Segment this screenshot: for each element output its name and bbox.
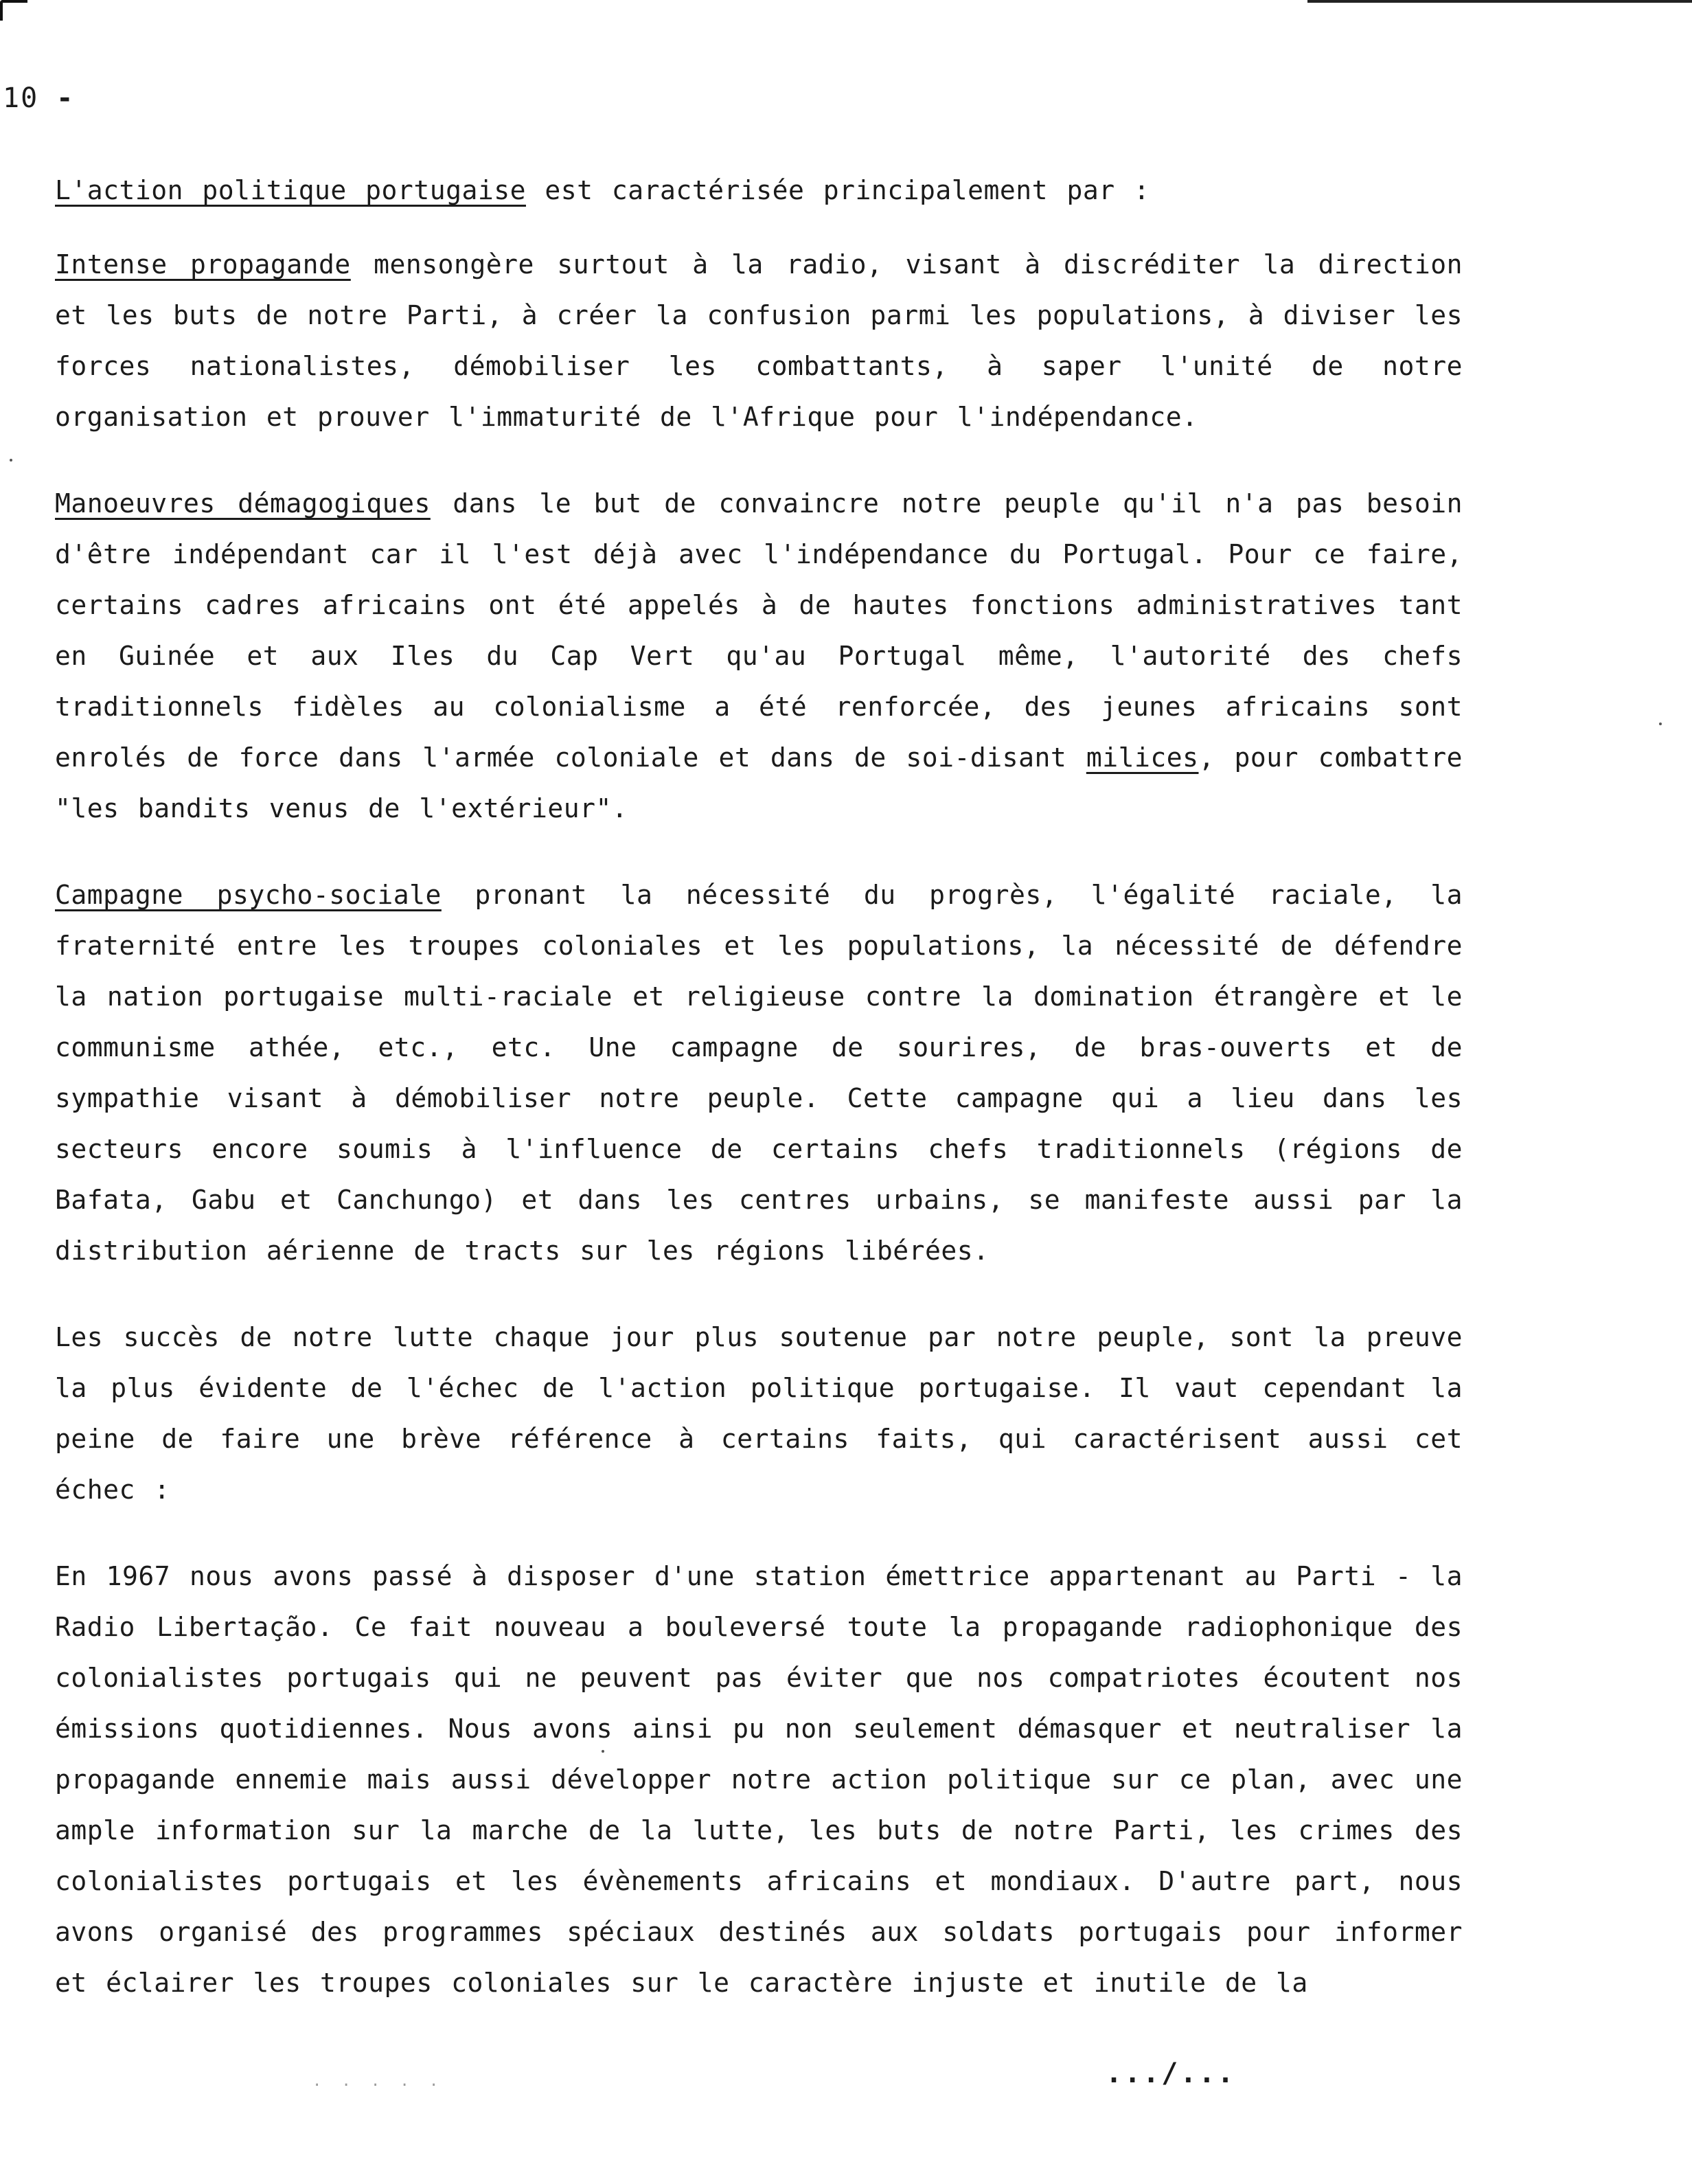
inline-underlined-milices: milices bbox=[1086, 742, 1199, 773]
page-number-dash: - bbox=[56, 82, 75, 114]
scan-artifact-dots: · · · · · bbox=[312, 2077, 444, 2094]
paragraph-heading: Manoeuvres démagogiques bbox=[55, 488, 431, 519]
page-number-value: 10 bbox=[3, 82, 39, 114]
paragraph-propagande bbox=[55, 239, 1463, 442]
paragraph-campagne bbox=[55, 869, 1463, 1276]
intro-paragraph bbox=[55, 165, 1463, 216]
scan-speck bbox=[10, 459, 12, 462]
paragraph-text-after: , pour combattre "les bandits venus de l'extérieur". bbox=[55, 742, 1463, 823]
body-text bbox=[55, 165, 1463, 2044]
paragraph-succes bbox=[55, 1312, 1463, 1515]
paragraph-text: pronant la nécessité du progrès, l'égalité raciale, la fraternité entre les troupes coloniales et les populations, la nécessité de défendre la nation portugaise multi-raciale et religieuse contre la domination étrangère et le communisme athée, etc., etc. Une campagne de sourires, de bras-ouverts et de sympathie visant à démobiliser notre peuple. Cette campagne qui a lieu dans les secteurs encore soumis à l'influence de certains chefs traditionnels (régions de Bafata, Gabu et Canchungo) et dans les centres urbains, se manifeste aussi par la distribution aérienne de tracts sur les régions libérées. bbox=[55, 880, 1463, 1266]
crop-mark-top-right bbox=[1307, 0, 1692, 3]
intro-rest: est caractérisée principalement par : bbox=[525, 175, 1150, 205]
scan-speck bbox=[1659, 723, 1662, 725]
continuation-mark: .../... bbox=[1106, 2058, 1236, 2089]
intro-underlined: L'action politique portugaise bbox=[55, 175, 526, 205]
crop-mark-top-left bbox=[0, 0, 27, 21]
scan-speck bbox=[602, 1750, 604, 1753]
paragraph-radio bbox=[55, 1551, 1463, 2008]
paragraph-text: mensongère surtout à la radio, visant à discréditer la direction et les buts de notre Parti, à créer la confusion parmi les populations, à diviser les forces nationalistes, démobiliser les combattants, à saper l'unité de notre organisation et prouver l'immaturité de l'Afrique pour l'indépendance. bbox=[55, 249, 1463, 432]
paragraph-text: dans le but de convaincre notre peuple qu'il n'a pas besoin d'être indépendant car il l'est déjà avec l'indépendance du Portugal. Pour ce faire, certains cadres africains ont été appelés à de hautes fonctions administratives tant en Guinée et aux Iles du Cap Vert qu'au Portugal même, l'autorité des chefs traditionnels fidèles au colonialisme a été renforcée, des jeunes africains sont enrolés de force dans l'armée coloniale et dans de soi-disant bbox=[55, 488, 1463, 773]
paragraph-manoeuvres bbox=[55, 478, 1463, 834]
paragraph-heading: Intense propagande bbox=[55, 249, 351, 280]
paragraph-text: Les succès de notre lutte chaque jour plus soutenue par notre peuple, sont la preuve la plus évidente de l'échec de l'action politique portugaise. Il vaut cependant la peine de faire une brève référence à certains faits, qui caractérisent aussi cet échec : bbox=[55, 1322, 1463, 1505]
page-number bbox=[3, 82, 74, 114]
paragraph-heading: Campagne psycho-sociale bbox=[55, 880, 442, 910]
paragraph-text: En 1967 nous avons passé à disposer d'une station émettrice appartenant au Parti - la Radio Libertação. Ce fait nouveau a bouleversé toute la propagande radiophonique des colonialistes portugais qui ne peuvent pas éviter que nos compatriotes écoutent nos émissions quotidiennes. Nous avons ainsi pu non seulement démasquer et neutraliser la propagande ennemie mais aussi développer notre action politique sur ce plan, avec une ample information sur la marche de la lutte, les buts de notre Parti, les crimes des colonialistes portugais et les évènements africains et mondiaux. D'autre part, nous avons organisé des programmes spéciaux destinés aux soldats portugais pour informer et éclairer les troupes coloniales sur le caractère injuste et inutile de la bbox=[55, 1561, 1463, 1998]
